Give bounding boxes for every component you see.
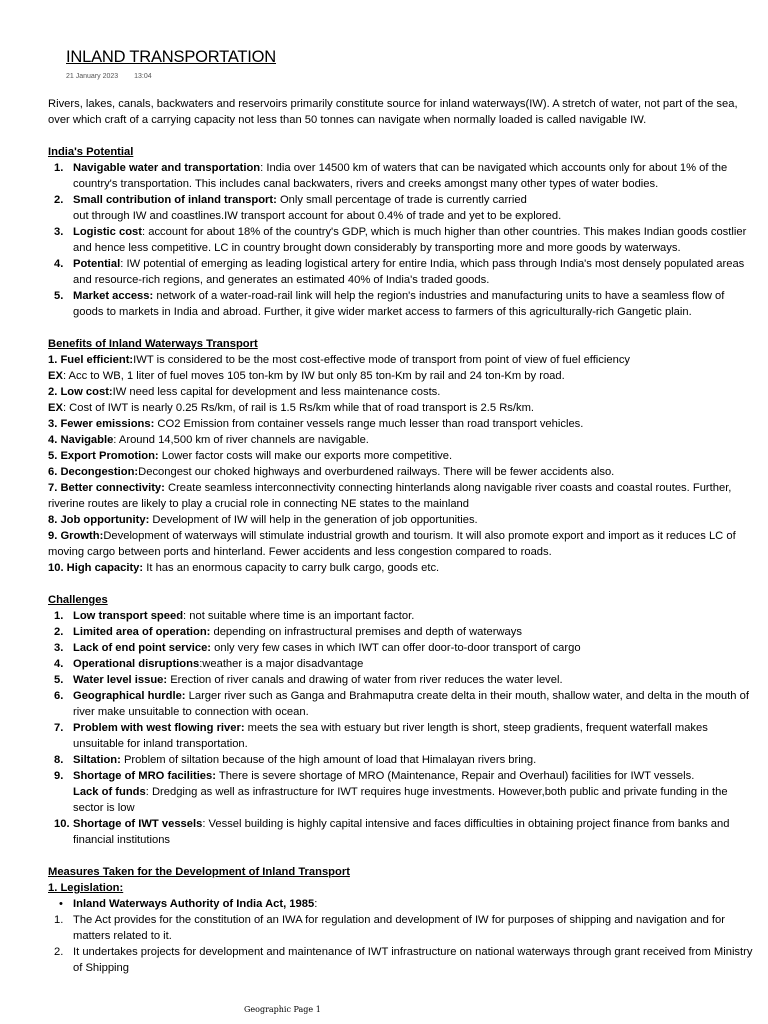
benefit-line: 8. Job opportunity: Development of IW will help in the generation of job opportunities. xyxy=(48,514,478,526)
list-item: 2. Small contribution of inland transport: Only small percentage of trade is currently carried out through IW and coastlines.IW transport account for about 0.4% of trade and yet to be explored. xyxy=(54,194,562,222)
list-item: 2. Limited area of operation: depending on infrastructural premises and depth of waterways xyxy=(54,626,522,638)
list-item: 1. The Act provides for the constitution of an IWA for regulation and development of IW for purposes of shipping and navigation and for matters related to it. xyxy=(54,914,725,942)
benefit-line: 7. Better connectivity: Create seamless interconnectivity connecting hinterlands along navigable river coasts and coastal routes. Further, riverine routes are likely to play a crucial role in connecting NE states to the mainland xyxy=(48,482,732,510)
potential-list xyxy=(48,160,756,320)
list-item: 3. Lack of end point service: only very few cases in which IWT can offer door-to-door transport of cargo xyxy=(54,642,581,654)
list-item: 5. Market access: network of a water-road-rail link will help the region's industries and manufacturing units to have a seamless flow of goods to markets in India and abroad. Further, it give wider market access to farmers of this agriculturally-rich Gangetic plain. xyxy=(54,290,725,318)
benefit-line: 1. Fuel efficient:IWT is considered to be the most cost-effective mode of transport from point of view of fuel efficiency xyxy=(48,354,631,366)
benefit-line: 5. Export Promotion: Lower factor costs will make our exports more competitive. xyxy=(48,450,453,462)
benefit-line: 6. Decongestion:Decongest our choked highways and overburdened railways. There will be fewer accidents also. xyxy=(48,466,615,478)
list-item: 2. It undertakes projects for development and maintenance of IWT infrastructure on national waterways through grant received from Ministry of Shipping xyxy=(54,946,753,974)
legislation-heading: 1. Legislation: xyxy=(48,882,124,894)
page-date: 21 January 2023 xyxy=(66,73,119,80)
page-timestamp xyxy=(66,73,166,80)
legislation-list xyxy=(48,912,756,976)
benefits-heading: Benefits of Inland Waterways Transport xyxy=(48,338,258,350)
list-item: 1. Low transport speed: not suitable where time is an important factor. xyxy=(54,610,415,622)
challenges-heading: Challenges xyxy=(48,594,108,606)
benefit-line: 4. Navigable: Around 14,500 km of river channels are navigable. xyxy=(48,434,369,446)
benefit-line: 9. Growth:Development of waterways will stimulate industrial growth and tourism. It will also promote export and import as it reduces LC of moving cargo between ports and hinterland. Fewer accidents and less congestion compared to roads. xyxy=(48,530,736,558)
list-item: 3. Logistic cost: account for about 18% of the country's GDP, which is much higher than other countries. This makes Indian goods costlier and hence less competitive. LC in country brought down considerably by transporting more and more goods by waterways. xyxy=(54,226,747,254)
page-footer: Geographic Page 1 xyxy=(244,1005,321,1014)
list-item: 6. Geographical hurdle: Larger river such as Ganga and Brahmaputra create delta in their mouth, shallow water, and delta in the mouth of river make unsuitable to connection with ocean. xyxy=(54,690,749,718)
list-item: 8. Siltation: Problem of siltation because of the high amount of load that Himalayan rivers bring. xyxy=(54,754,537,766)
challenges-list xyxy=(48,608,756,848)
note-body xyxy=(48,96,756,976)
list-item: 9. Shortage of MRO facilities: There is severe shortage of MRO (Maintenance, Repair and Overhaul) facilities for IWT vessels. Lack of funds: Dredging as well as infrastructure for IWT requires huge investments. However,both public and private funding in the sector is low xyxy=(54,770,728,814)
benefit-line: 3. Fewer emissions: CO2 Emission from container vessels range much lesser than road transport vehicles. xyxy=(48,418,584,430)
list-item: 4. Potential: IW potential of emerging as leading logistical artery for entire India, which pass through India's most densely populated areas and resource-rich regions, and generates an estimated 40% of India's traded goods. xyxy=(54,258,745,286)
list-item: 7. Problem with west flowing river: meets the sea with estuary but river length is short, steep gradients, frequent waterfall makes unsuitable for inland transportation. xyxy=(54,722,708,750)
potential-heading: India's Potential xyxy=(48,146,134,158)
benefit-line: 2. Low cost:IW need less capital for development and less maintenance costs. xyxy=(48,386,441,398)
benefit-line: EX: Acc to WB, 1 liter of fuel moves 105 ton-km by IW but only 85 ton-Km by rail and 24 ton-Km by road. xyxy=(48,370,565,382)
benefit-line: EX: Cost of IWT is nearly 0.25 Rs/km, of rail is 1.5 Rs/km while that of road transport is 2.5 Rs/km. xyxy=(48,402,535,414)
list-item: 10. Shortage of IWT vessels: Vessel building is highly capital intensive and faces difficulties in obtaining project finance from banks and financial institutions xyxy=(54,818,730,846)
intro-paragraph: Rivers, lakes, canals, backwaters and reservoirs primarily constitute source for inland waterways(IW). A stretch of water, not part of the sea, over which craft of a carrying capacity not less than 50 tonnes can navigate when normally loaded is called navigable IW. xyxy=(48,98,738,126)
benefit-line: 10. High capacity: It has an enormous capacity to carry bulk cargo, goods etc. xyxy=(48,562,440,574)
bullet-icon: • xyxy=(59,898,63,910)
list-item: 5. Water level issue: Erection of river canals and drawing of water from river reduces the water level. xyxy=(54,674,563,686)
list-item: 1. Navigable water and transportation: India over 14500 km of waters that can be navigated which accounts only for about 1% of the country's transportation. This includes canal backwaters, rivers and creeks amongst many other types of water bodies. xyxy=(54,162,728,190)
list-item: 4. Operational disruptions:weather is a major disadvantage xyxy=(54,658,364,670)
measures-heading: Measures Taken for the Development of Inland Transport xyxy=(48,866,350,878)
page-time: 13:04 xyxy=(134,73,152,80)
page-title: INLAND TRANSPORTATION xyxy=(66,48,277,66)
legislation-bullets xyxy=(48,896,756,912)
list-item: • Inland Waterways Authority of India Act, 1985: xyxy=(59,898,318,910)
